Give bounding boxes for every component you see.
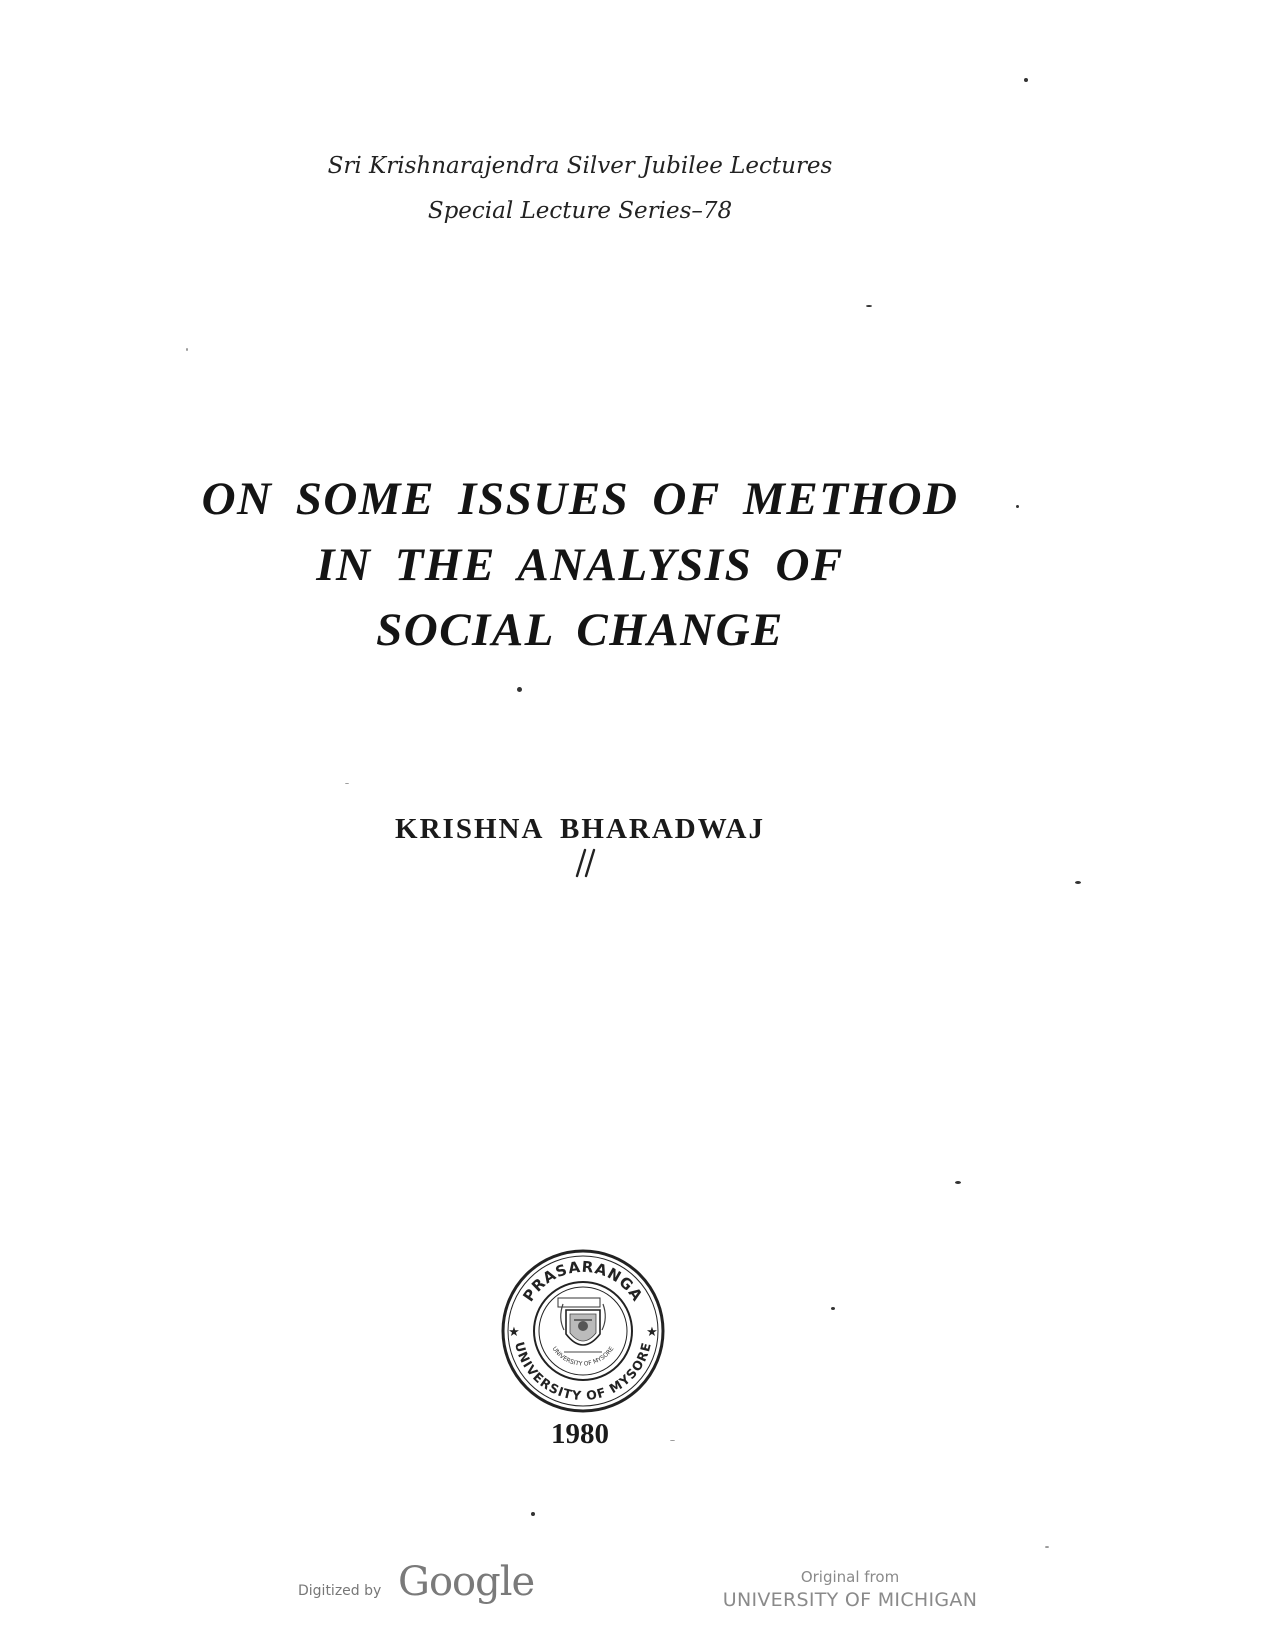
series-title: Sri Krishnarajendra Silver Jubilee Lectures	[327, 153, 833, 179]
scan-speck	[1075, 881, 1081, 884]
handwritten-mark	[575, 848, 605, 878]
book-title-line-3: SOCIAL CHANGE	[376, 604, 784, 656]
scan-speck	[186, 348, 188, 351]
scan-speck	[866, 305, 872, 307]
scan-speck	[517, 687, 522, 692]
original-source-credit	[700, 1568, 1000, 1611]
scan-speck	[670, 1440, 675, 1441]
google-logo: Google	[398, 1559, 535, 1605]
seal-top-text: PRASARANGA	[519, 1257, 647, 1305]
scan-speck	[955, 1181, 961, 1184]
book-title-line-1: ON SOME ISSUES OF METHOD	[201, 473, 959, 525]
svg-text:★: ★	[646, 1325, 658, 1340]
svg-text:★: ★	[508, 1325, 520, 1340]
seal-inner-ring-text: UNIVERSITY OF MYSORE	[550, 1345, 616, 1368]
seal-bottom-text: UNIVERSITY OF MYSORE	[511, 1340, 654, 1404]
original-from-label: Original from	[800, 1568, 900, 1586]
scan-speck	[1024, 78, 1028, 82]
scan-speck	[531, 1512, 535, 1516]
publication-year: 1980	[551, 1418, 609, 1450]
scan-speck	[1016, 505, 1019, 508]
scan-speck	[345, 783, 349, 784]
source-library-name: UNIVERSITY OF MICHIGAN	[722, 1589, 978, 1611]
book-title-line-2: IN THE ANALYSIS OF	[316, 539, 844, 591]
scan-speck	[831, 1307, 835, 1310]
series-number: Special Lecture Series–78	[427, 198, 733, 224]
svg-text:UNIVERSITY OF MYSORE	[551, 1345, 616, 1367]
author-name: KRISHNA BHARADWAJ	[395, 813, 765, 845]
digitized-by-label: Digitized by	[298, 1583, 382, 1599]
university-seal	[500, 1248, 666, 1414]
scan-speck	[1045, 1546, 1049, 1548]
